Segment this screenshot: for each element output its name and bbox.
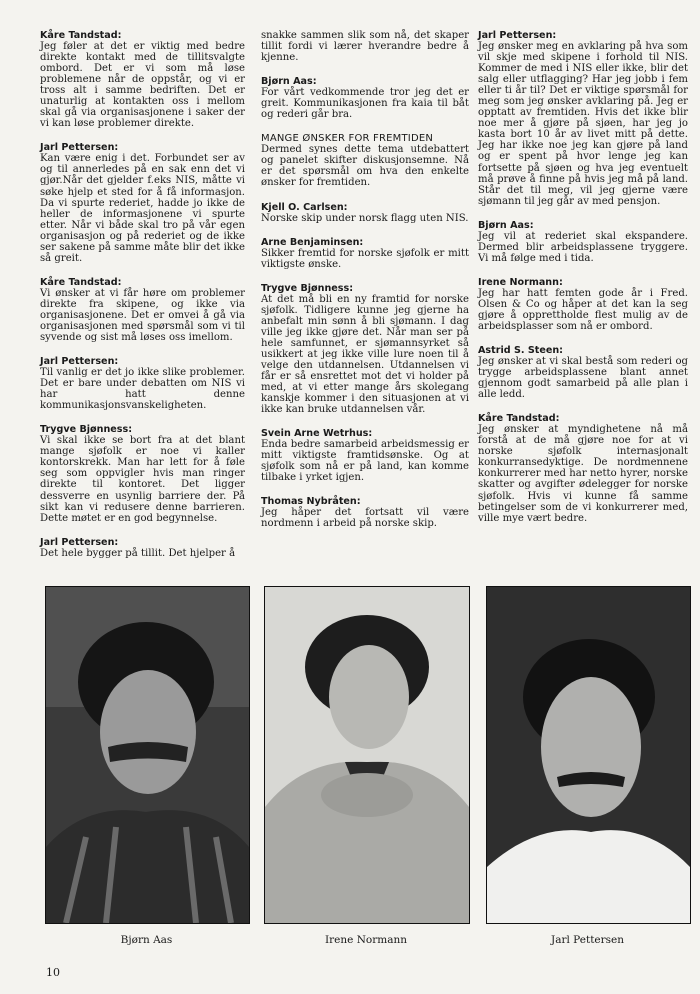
speaker-name: Jarl Pettersen:	[40, 536, 119, 548]
speaker-name: Arne Benjaminsen:	[261, 236, 364, 248]
article-column-3	[478, 30, 688, 537]
speaker-text: Det hele bygger på tillit. Det hjelper å	[40, 547, 236, 559]
speaker-entry	[261, 428, 469, 483]
speaker-text: Sikker fremtid for norske sjøfolk er mitt viktigste ønske.	[261, 247, 469, 270]
speaker-entry	[261, 202, 469, 224]
speaker-entry	[40, 424, 245, 523]
speaker-text: Jeg håper det fortsatt vil være nordmenn i arbeid på norske skip.	[261, 507, 469, 530]
speaker-text: Jeg har hatt femten gode år i Fred. Olsen & Co og håper at det kan la seg gjøre å opprettholde flest mulig av de arbeidsplasser som nå er ombord.	[478, 287, 688, 332]
photo-caption-2: Irene Normann	[325, 934, 407, 946]
speaker-name: Bjørn Aas:	[478, 219, 534, 231]
speaker-text: Jeg vil at rederiet skal ekspandere. Dermed blir arbeidsplassene tryggere. Vi må følge med i tida.	[478, 230, 688, 264]
speaker-entry	[40, 356, 245, 411]
portrait-photo-bjorn-aas	[45, 586, 250, 924]
speaker-text: Jeg ønsker meg en avklaring på hva som vil skje med skipene i forhold til NIS. Kommer de med i NIS eller ikke, blir det salg eller utflagging? Har jeg jobb i fem eller ti år til? Det er viktige spørsmål for meg som jeg ønsker avklaring på. Jeg er opptatt av fremtiden. Hvis det ikke blir noe mer å gjøre på sjøen, har jeg jo kasta bort 10 år av livet mitt på dette. Jeg har ikke noe jeg kan gjøre på land og er spent på hvor lenge jeg kan fortsette på sjøen og hva jeg eventuelt må prøve å finne på hvis jeg må på land. Står det til meg, vil jeg gjerne være sjømann til jeg går av med pensjon.	[478, 41, 688, 207]
speaker-text: Jeg ønsker at myndighetene nå må forstå at de må gjøre noe for at vi norske sjøfolk internasjonalt konkurransedyktige. De nordmennene konkurrerer med har netto hyrer, norske skatter og avgifter ødelegger for norske sjøfolk. Hvis vi kunne få samme betingelser som de vi konkurrerer med, ville mye vært bedre.	[478, 424, 688, 524]
speaker-text: Dermed synes dette tema utdebattert og panelet skifter diskusjonsemne. Nå er det spørsmål om hva den enkelte ønsker for fremtiden.	[261, 144, 469, 189]
speaker-entry	[261, 76, 469, 120]
speaker-name: Trygve Bjønness:	[40, 424, 133, 436]
speaker-name: Thomas Nybråten:	[261, 496, 361, 508]
speaker-entry	[40, 30, 245, 129]
portrait-photo-irene-normann	[264, 586, 470, 924]
speaker-entry	[478, 413, 688, 523]
speaker-entry	[478, 277, 688, 332]
speaker-text: Norske skip under norsk flagg uten NIS.	[261, 212, 469, 224]
speaker-entry	[40, 277, 245, 343]
speaker-entry	[261, 133, 469, 188]
speaker-text: Enda bedre samarbeid arbeidsmessig er mitt viktigste framtidsønske. Og at sjøfolk som nå er på land, kan komme tilbake i yrket igjen.	[261, 439, 469, 484]
speaker-entry	[261, 283, 469, 416]
speaker-text: Vi skal ikke se bort fra at det blant mange sjøfolk er noe vi kaller kontorskrekk. Man har lett for å føle seg som oppvigler hvis man ringer direkte til kontoret. Det ligger dessverre en usynlig barriere der. På sikt kan vi redusere denne barrieren. Dette møtet er en god begynnelse.	[40, 435, 245, 524]
article-column-2	[261, 30, 469, 542]
portrait-photo-jarl-pettersen	[486, 586, 691, 924]
speaker-text: snakke sammen slik som nå, det skaper tillit fordi vi lærer hverandre bedre å kjenne.	[261, 30, 469, 64]
speaker-name: Jarl Pettersen:	[478, 30, 557, 41]
speaker-entry	[40, 142, 245, 263]
speaker-name: Jarl Pettersen:	[40, 356, 119, 368]
photo-caption-1: Bjørn Aas	[120, 934, 173, 946]
speaker-name: Bjørn Aas:	[261, 76, 317, 88]
page-number: 10	[46, 966, 60, 979]
speaker-text: Vi ønsker at vi får høre om problemer direkte fra skipene, og ikke via organisasjonene. Det er omvei å gå via organisasjonen med spørsmål som vi til syvende og sist må løses oss imellom.	[40, 287, 245, 344]
article-column-1	[40, 30, 245, 572]
speaker-name: Jarl Pettersen:	[40, 142, 119, 154]
photo-caption-3: Jarl Pettersen	[550, 934, 625, 946]
section-heading: MANGE ØNSKER FOR FREMTIDEN	[261, 133, 434, 145]
speaker-entry	[478, 220, 688, 264]
speaker-name: Kåre Tandstad:	[40, 30, 122, 41]
speaker-entry	[478, 345, 688, 400]
speaker-entry	[478, 30, 688, 207]
speaker-text: For vårt vedkommende tror jeg det er greit. Kommunikasjonen fra kaia til båt og rederi går bra.	[261, 87, 469, 121]
speaker-text: Jeg føler at det er viktig med bedre direkte kontakt med de tillitsvalgte ombord. Det er vi som må løse problemene når de oppstår, og vi er tross alt i samme bedriften. Det er unaturlig at kontakten oss i mellom skal gå via organisasjonene i saker der vi kan løse problemer direkte.	[40, 41, 245, 130]
speaker-name: Irene Normann:	[478, 276, 563, 288]
speaker-name: Kåre Tandstad:	[478, 413, 560, 425]
speaker-entry	[261, 496, 469, 529]
speaker-text: Til vanlig er det jo ikke slike problemer. Det er bare under debatten om NIS vi har hatt denne kommunikasjonsvanskeligheten.	[40, 367, 245, 412]
speaker-name: Trygve Bjønness:	[261, 282, 354, 294]
speaker-name: Astrid S. Steen:	[478, 345, 564, 357]
speaker-entry	[261, 237, 469, 270]
speaker-name: Kåre Tandstad:	[40, 276, 122, 288]
speaker-name: Svein Arne Wetrhus:	[261, 428, 373, 440]
speaker-text: At det må bli en ny framtid for norske sjøfolk. Tidligere kunne jeg gjerne ha anbefalt min sønn å bli sjømann. I dag ville jeg ikke gjøre det. Når man ser på hele samfunnet, er sjømannsyrket så usikkert at jeg ikke ville lure noen til å velge den utdannelsen. Utdannelsen vi får er så ensrettet mot det vi holder på med, at vi etter mange års skolegang kanskje kommer i den situasjonen at vi ikke kan bruke utdannelsen vår.	[261, 293, 469, 416]
speaker-text: Jeg ønsker at vi skal bestå som rederi og trygge arbeidsplassene blant annet gjennom godt samarbeid på alle plan i alle ledd.	[478, 356, 688, 401]
speaker-name: Kjell O. Carlsen:	[261, 201, 348, 213]
speaker-entry	[261, 30, 469, 63]
speaker-text: Kan være enig i det. Forbundet ser av og til annerledes på en sak enn det vi gjør.Når det gjelder f.eks NIS, måtte vi søke hjelp et sted for å få informasjon. Da vi spurte rederiet, hadde jo ikke de heller de informasjonene vi spurte etter. Når vi både skal tro på vår egen organisasjon og på rederiet og de ikke ser sakene på samme måte blir det ikke så greit.	[40, 153, 245, 264]
speaker-entry	[40, 537, 245, 559]
